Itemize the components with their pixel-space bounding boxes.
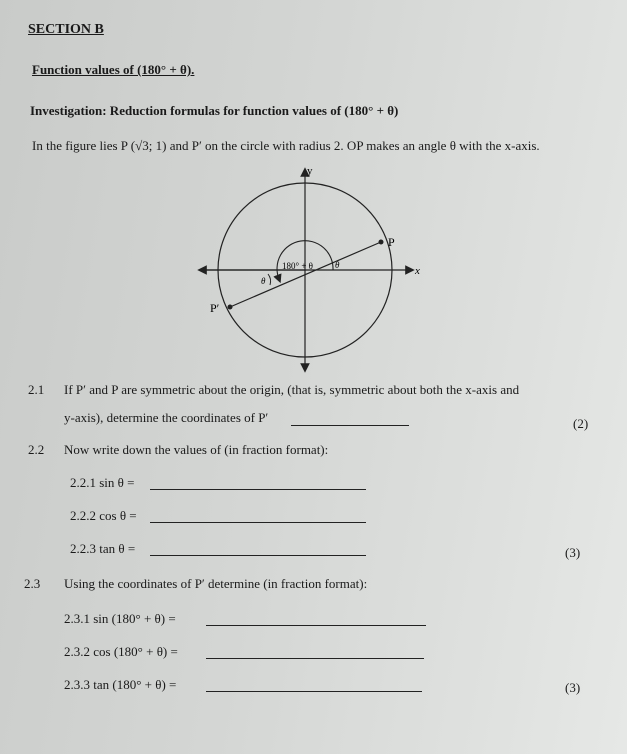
subtitle: Function values of (180° + θ).	[32, 62, 195, 77]
angle-label: 180° + θ	[282, 261, 313, 271]
q2-2-2-answer-line[interactable]	[150, 522, 366, 523]
q2-2-2-label: 2.2.2 cos θ =	[70, 508, 137, 523]
point-pprime	[228, 305, 233, 310]
q2-3-marks: (3)	[565, 680, 581, 695]
q2-2-1-answer-line[interactable]	[150, 489, 366, 490]
q2-3-number: 2.3	[24, 576, 41, 591]
q2-1-line2: y-axis), determine the coordinates of P′	[64, 410, 269, 425]
investigation-heading: Investigation: Reduction formulas for function values of (180° + θ)	[30, 103, 399, 118]
theta-label: θ	[261, 276, 266, 286]
q2-1-marks: (2)	[573, 416, 589, 431]
y-label: y	[307, 165, 313, 177]
q2-1-number: 2.1	[28, 382, 45, 397]
x-label: x	[415, 265, 420, 277]
unit-circle-figure	[190, 160, 440, 375]
q2-2-marks: (3)	[565, 545, 581, 560]
theta2-label: θ	[335, 260, 340, 270]
q2-2-3-answer-line[interactable]	[150, 555, 366, 556]
q2-3-3-label: 2.3.3 tan (180° + θ) =	[64, 677, 177, 692]
q2-2-3-label: 2.2.3 tan θ =	[70, 541, 136, 556]
theta-arc	[268, 274, 271, 285]
q2-3-text: Using the coordinates of P′ determine (in fraction format):	[64, 576, 368, 591]
q2-3-1-label: 2.3.1 sin (180° + θ) =	[64, 611, 176, 626]
q2-1-answer-line[interactable]	[291, 425, 409, 426]
q2-2-text: Now write down the values of (in fraction format):	[64, 442, 329, 457]
q2-3-1-answer-line[interactable]	[206, 625, 426, 626]
p-label: P	[388, 235, 395, 249]
pprime-label: P′	[210, 301, 220, 315]
q2-2-number: 2.2	[28, 442, 45, 457]
q2-3-2-label: 2.3.2 cos (180° + θ) =	[64, 644, 178, 659]
q2-2-1-label: 2.2.1 sin θ =	[70, 475, 135, 490]
intro-text: In the figure lies P (√3; 1) and P′ on the circle with radius 2. OP makes an angle θ with the x-axis.	[32, 138, 540, 153]
q2-3-2-answer-line[interactable]	[206, 658, 424, 659]
q2-3-3-answer-line[interactable]	[206, 691, 422, 692]
section-title: SECTION B	[28, 22, 104, 37]
q2-1-line1: If P′ and P are symmetric about the origin, (that is, symmetric about both the x-axis and	[64, 382, 520, 397]
point-p	[379, 240, 384, 245]
